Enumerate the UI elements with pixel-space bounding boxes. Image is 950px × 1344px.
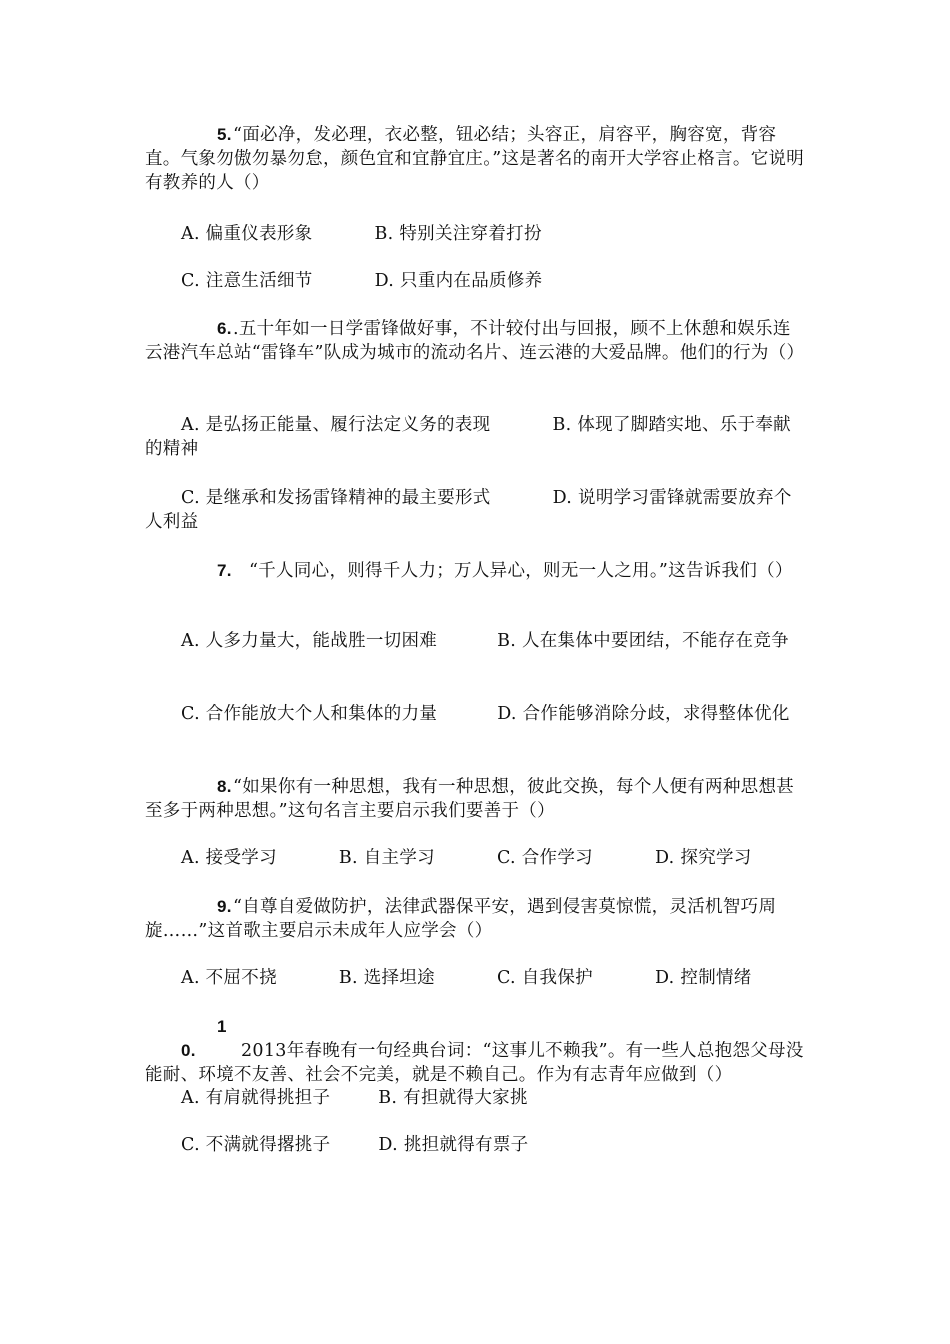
option-d: D. 控制情绪 xyxy=(654,968,752,988)
option-a: A. 不屈不挠 xyxy=(181,968,277,988)
option-a: A. 是弘扬正能量、履行法定义务的表现 xyxy=(181,415,491,435)
question-text: “自尊自爱做防护，法律武器保平安，遇到侵害莫惊慌，灵活机智巧周旋……”这首歌主要启示未成年人应学会（） xyxy=(145,897,777,941)
question-text: “如果你有一种思想，我有一种思想，彼此交换，每个人便有两种思想甚至多于两种思想。”这句名言主要启示我们要善于（） xyxy=(145,777,795,821)
question-number: 8. xyxy=(217,777,232,796)
option-d: D. 探究学习 xyxy=(654,848,752,868)
option-b: B. 自主学习 xyxy=(338,848,435,868)
option-c: C. 合作能放大个人和集体的力量 xyxy=(181,704,438,724)
question-8-options xyxy=(145,846,808,870)
option-a: A. 接受学习 xyxy=(181,848,277,868)
option-a: A. 偏重仪表形象 xyxy=(181,224,313,244)
option-b: B. 人在集体中要团结，不能存在竞争 xyxy=(497,631,789,651)
question-7-options-row-2 xyxy=(145,702,808,726)
question-8-stem xyxy=(145,775,808,823)
question-5-stem xyxy=(145,123,808,195)
option-a: A. 有肩就得挑担子 xyxy=(181,1088,331,1108)
question-7-options-row-1 xyxy=(145,629,808,653)
question-text: “面必净，发必理，衣必整，钮必结；头容正，肩容平，胸容宽，背容直。气象勿傲勿暴勿怠，颜色宜和宜静宜庄。”这是著名的南开大学容止格言。它说明有教养的人（） xyxy=(145,125,805,193)
option-d: D. 只重内在品质修养 xyxy=(374,271,543,291)
option-c: C. 是继承和发扬雷锋精神的最主要形式 xyxy=(181,488,491,508)
question-6-stem xyxy=(145,317,808,365)
question-10-options-row-2 xyxy=(145,1133,808,1157)
option-b: B. 体现了脚踏实地、乐于奉献的精神 xyxy=(145,415,791,459)
question-6-options-row-2 xyxy=(145,486,808,534)
option-b: B. 有担就得大家挑 xyxy=(378,1088,528,1108)
option-c: C. 不满就得撂挑子 xyxy=(181,1135,331,1155)
question-text: “千人同心，则得千人力；万人异心，则无一人之用。”这告诉我们（） xyxy=(249,561,793,581)
option-a: A. 人多力量大，能战胜一切困难 xyxy=(181,631,438,651)
question-9-stem xyxy=(145,895,808,943)
option-d: D. 挑担就得有票子 xyxy=(378,1135,529,1155)
option-c: C. 自我保护 xyxy=(496,968,593,988)
question-9-options xyxy=(145,966,808,990)
option-b: B. 选择坦途 xyxy=(338,968,435,988)
option-b: B. 特别关注穿着打扮 xyxy=(374,224,542,244)
question-6-options-row-1 xyxy=(145,413,808,461)
question-7-stem xyxy=(145,559,808,583)
question-number: 6. xyxy=(217,319,232,338)
question-5-options-row-1 xyxy=(145,222,808,246)
option-d: D. 说明学习雷锋就需要放弃个人利益 xyxy=(145,488,792,532)
question-number: 10. xyxy=(181,1017,227,1060)
option-c: C. 注意生活细节 xyxy=(181,271,313,291)
question-10-options-row-1 xyxy=(145,1086,808,1110)
option-d: D. 合作能够消除分歧，求得整体优化 xyxy=(497,704,790,724)
option-c: C. 合作学习 xyxy=(496,848,593,868)
question-5-options-row-2 xyxy=(145,269,808,293)
question-text: 2013年春晚有一句经典台词：“这事儿不赖我”。有一些人总抱怨父母没能耐、环境不友善、社会不完美，就是不赖自己。作为有志青年应做到（） xyxy=(145,1041,804,1085)
question-number: 9. xyxy=(217,897,232,916)
question-10-stem xyxy=(145,1015,808,1087)
question-number: 5. xyxy=(217,125,232,144)
question-number: 7. xyxy=(217,561,232,580)
question-text: .五十年如一日学雷锋做好事，不计较付出与回报，顾不上休憩和娱乐连云港汽车总站“雷锋车”队成为城市的流动名片、连云港的大爱品牌。他们的行为（） xyxy=(145,319,805,363)
